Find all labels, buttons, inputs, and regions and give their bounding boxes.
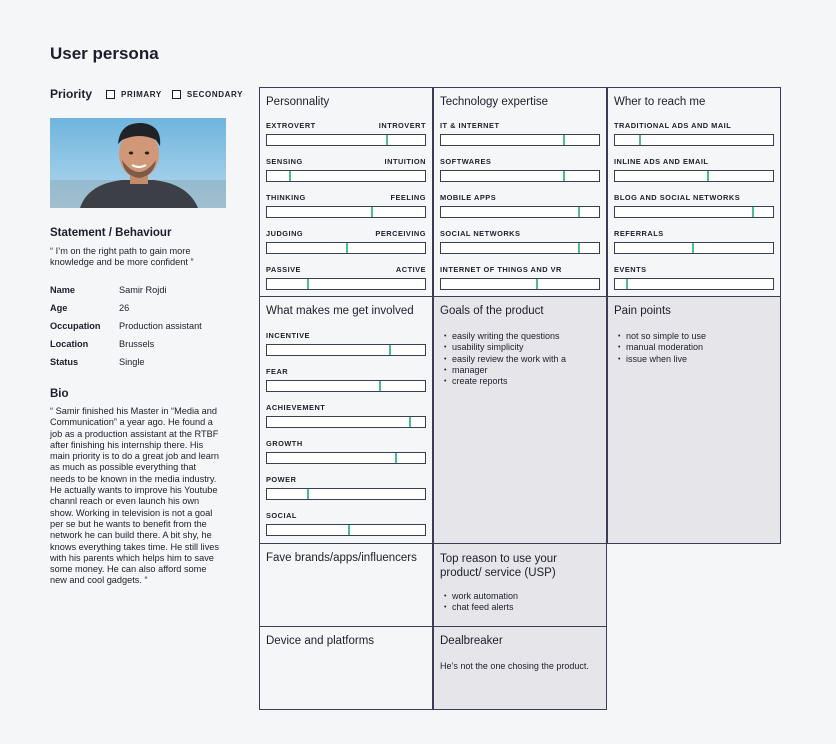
- slider-marker[interactable]: [346, 243, 348, 253]
- bio-line: new and cool gadgets. “: [50, 575, 148, 586]
- slider-track[interactable]: [266, 170, 426, 182]
- slider-left-label: INTERNET OF THINGS AND VR: [440, 265, 562, 274]
- slider-labels: [266, 229, 426, 238]
- statement-heading: Statement / Behaviour: [50, 227, 172, 239]
- reach-slider[interactable]: [614, 121, 774, 146]
- bio-line: He actually wants to improve his Youtube: [50, 485, 218, 496]
- usp-item: • chat feed alerts: [444, 602, 518, 613]
- slider-labels: [266, 193, 426, 202]
- technology-panel: [433, 87, 607, 297]
- slider-track[interactable]: [266, 452, 426, 464]
- bio-line: as much as possible everything that: [50, 462, 197, 473]
- slider-marker[interactable]: [395, 453, 397, 463]
- slider-labels: [440, 229, 600, 238]
- slider-marker[interactable]: [536, 279, 538, 289]
- slider-track[interactable]: [266, 278, 426, 290]
- goals-panel: [433, 296, 607, 544]
- slider-labels: [614, 193, 774, 202]
- slider-marker[interactable]: [409, 417, 411, 427]
- bio-line: show. Working in television is not a goal: [50, 507, 213, 518]
- brands-panel: [259, 543, 433, 627]
- dealbreaker-text: He’s not the one chosing the product.: [440, 661, 589, 671]
- info-key: Location: [50, 339, 89, 349]
- persona-info: [50, 285, 202, 375]
- bio-line: network he can build there. A bit shy, he: [50, 530, 212, 541]
- slider-left-label: REFERRALS: [614, 229, 664, 238]
- bio-line: main priority is to do a great job and learn: [50, 451, 220, 462]
- bio-line: with his parents which helps him to save: [50, 552, 214, 563]
- statement-line: knowledge and be more confident ”: [50, 257, 194, 268]
- persona-photo-illustration: [50, 118, 226, 208]
- usp-title-line: Top reason to use your: [440, 553, 557, 565]
- pain-item: • not so simple to use: [618, 331, 706, 342]
- info-key: Occupation: [50, 321, 101, 331]
- priority-selector: [50, 87, 253, 101]
- slider-marker[interactable]: [386, 135, 388, 145]
- slider-left-label: JUDGING: [266, 229, 304, 238]
- slider-labels: [614, 229, 774, 238]
- usp-title-line: product/ service (USP): [440, 567, 556, 579]
- bio-line: channl reach or even launch his own: [50, 496, 200, 507]
- slider-labels: [266, 121, 426, 130]
- involved-slider[interactable]: [266, 331, 426, 356]
- slider-left-label: POWER: [266, 475, 297, 484]
- pain-item: • manual moderation: [618, 342, 706, 353]
- slider-left-label: SOFTWARES: [440, 157, 492, 166]
- technology-slider[interactable]: [440, 121, 600, 146]
- slider-labels: [266, 475, 426, 484]
- slider-track[interactable]: [614, 170, 774, 182]
- slider-left-label: EVENTS: [614, 265, 647, 274]
- primary-label: PRIMARY: [121, 89, 162, 99]
- page-title: User persona: [50, 44, 159, 63]
- dealbreaker-panel: [433, 626, 607, 710]
- slider-left-label: GROWTH: [266, 439, 303, 448]
- slider-labels: [614, 157, 774, 166]
- slider-track[interactable]: [440, 278, 600, 290]
- usp-title: [440, 552, 557, 580]
- info-row-occupation: [50, 321, 202, 339]
- involved-slider[interactable]: [266, 439, 426, 464]
- slider-marker[interactable]: [752, 207, 754, 217]
- info-value: Single: [119, 357, 145, 367]
- bio-line: needs to be known in the media industry.: [50, 473, 217, 484]
- goals-item: • usability simplicity: [444, 342, 566, 353]
- secondary-label: SECONDARY: [186, 89, 244, 99]
- slider-labels: [440, 121, 600, 130]
- slider-marker[interactable]: [307, 489, 309, 499]
- reach-slider[interactable]: [614, 229, 774, 254]
- slider-left-label: SENSING: [266, 157, 303, 166]
- slider-labels: [266, 265, 426, 274]
- slider-track[interactable]: [266, 206, 426, 218]
- slider-right-label: INTROVERT: [378, 121, 426, 130]
- slider-marker[interactable]: [626, 279, 628, 289]
- devices-panel: [259, 626, 433, 710]
- personality-panel: [259, 87, 433, 297]
- info-row-location: [50, 339, 202, 357]
- slider-track[interactable]: [266, 242, 426, 254]
- technology-slider[interactable]: [440, 265, 600, 290]
- personality-title: Personnality: [266, 96, 330, 108]
- slider-right-label: PERCEIVING: [375, 229, 426, 238]
- pain-title: Pain points: [614, 305, 671, 317]
- personality-slider[interactable]: [266, 229, 426, 254]
- technology-title: Technology expertise: [440, 96, 549, 108]
- personality-slider[interactable]: [266, 265, 426, 290]
- slider-left-label: TRADITIONAL ADS AND MAIL: [614, 121, 732, 130]
- slider-track[interactable]: [614, 278, 774, 290]
- involved-panel: [259, 296, 433, 544]
- bio-line: “ Samir finished his Master in “Media and: [50, 406, 217, 416]
- bio-line: after finishing his internship there. His: [50, 439, 204, 450]
- goals-item: • manager: [444, 365, 566, 376]
- goals-item: • easily writing the questions: [444, 331, 566, 342]
- slider-track[interactable]: [266, 488, 426, 500]
- slider-left-label: MOBILE APPS: [440, 193, 497, 202]
- personality-slider[interactable]: [266, 157, 426, 182]
- info-key: Name: [50, 285, 76, 295]
- slider-track[interactable]: [266, 416, 426, 428]
- slider-left-label: IT & INTERNET: [440, 121, 500, 130]
- slider-marker[interactable]: [707, 171, 709, 181]
- slider-labels: [440, 193, 600, 202]
- primary-checkbox[interactable]: [106, 90, 115, 99]
- slider-track[interactable]: [614, 206, 774, 218]
- slider-left-label: BLOG AND SOCIAL NETWORKS: [614, 193, 741, 202]
- slider-track[interactable]: [266, 380, 426, 392]
- slider-track[interactable]: [614, 134, 774, 146]
- slider-marker[interactable]: [289, 171, 291, 181]
- slider-track[interactable]: [440, 134, 600, 146]
- info-value: Brussels: [119, 339, 155, 349]
- slider-marker[interactable]: [389, 345, 391, 355]
- slider-left-label: ACHIEVEMENT: [266, 403, 326, 412]
- bio-heading: Bio: [50, 388, 69, 400]
- info-row-name: [50, 285, 202, 303]
- slider-labels: [266, 157, 426, 166]
- slider-labels: [266, 367, 426, 376]
- personality-slider[interactable]: [266, 193, 426, 218]
- goals-item: • easily review the work with a: [444, 354, 566, 365]
- pain-item: • issue when live: [618, 354, 706, 365]
- slider-labels: [266, 331, 426, 340]
- reach-slider[interactable]: [614, 265, 774, 290]
- slider-track[interactable]: [440, 206, 600, 218]
- slider-labels: [266, 439, 426, 448]
- slider-track[interactable]: [266, 344, 426, 356]
- info-value: Samir Rojdi: [119, 285, 167, 295]
- slider-labels: [440, 157, 600, 166]
- technology-slider[interactable]: [440, 157, 600, 182]
- slider-labels: [266, 403, 426, 412]
- priority-label: Priority: [50, 87, 93, 101]
- slider-marker[interactable]: [578, 207, 580, 217]
- info-row-status: [50, 357, 202, 375]
- slider-left-label: EXTROVERT: [266, 121, 316, 130]
- reach-panel: [607, 87, 781, 297]
- reach-slider[interactable]: [614, 193, 774, 218]
- secondary-checkbox[interactable]: [172, 90, 181, 99]
- slider-marker[interactable]: [639, 135, 641, 145]
- usp-item: • work automation: [444, 591, 518, 602]
- slider-left-label: PASSIVE: [266, 265, 301, 274]
- involved-slider[interactable]: [266, 367, 426, 392]
- persona-photo: [50, 118, 226, 208]
- slider-marker[interactable]: [563, 171, 565, 181]
- goals-list: [444, 331, 566, 387]
- bio-line: some money. He can also afford some: [50, 564, 207, 575]
- slider-track[interactable]: [266, 524, 426, 536]
- slider-left-label: SOCIAL NETWORKS: [440, 229, 521, 238]
- slider-track[interactable]: [266, 134, 426, 146]
- technology-slider[interactable]: [440, 229, 600, 254]
- bio-line: Communication” a year ago. He found a: [50, 417, 213, 428]
- slider-marker[interactable]: [371, 207, 373, 217]
- slider-marker[interactable]: [578, 243, 580, 253]
- slider-labels: [440, 265, 600, 274]
- goals-title: Goals of the product: [440, 305, 544, 317]
- slider-marker[interactable]: [692, 243, 694, 253]
- slider-right-label: FEELING: [390, 193, 426, 202]
- info-value: Production assistant: [119, 321, 202, 331]
- slider-labels: [266, 511, 426, 520]
- technology-slider[interactable]: [440, 193, 600, 218]
- slider-labels: [614, 265, 774, 274]
- info-key: Age: [50, 303, 68, 313]
- dealbreaker-title: Dealbreaker: [440, 635, 503, 647]
- bio-line: knows everything takes time. He still lives: [50, 541, 220, 552]
- devices-title: Device and platforms: [266, 635, 375, 647]
- involved-slider[interactable]: [266, 511, 426, 536]
- bio-line: job as a production assistant at the RTBF: [50, 428, 219, 439]
- pain-list: [618, 331, 706, 365]
- slider-marker[interactable]: [348, 525, 350, 535]
- slider-right-label: ACTIVE: [395, 265, 426, 274]
- statement-line: “ I’m on the right path to gain more: [50, 246, 191, 256]
- goals-item: • create reports: [444, 376, 566, 387]
- bio-line: per se but he wants to benefit from the: [50, 518, 207, 529]
- slider-track[interactable]: [614, 242, 774, 254]
- slider-left-label: INCENTIVE: [266, 331, 310, 340]
- bio-text: [50, 406, 230, 587]
- slider-right-label: INTUITION: [384, 157, 426, 166]
- slider-marker[interactable]: [307, 279, 309, 289]
- slider-left-label: SOCIAL: [266, 511, 297, 520]
- pain-panel: [607, 296, 781, 544]
- info-key: Status: [50, 357, 79, 367]
- usp-panel: [433, 543, 607, 627]
- slider-marker[interactable]: [379, 381, 381, 391]
- personality-slider[interactable]: [266, 121, 426, 146]
- slider-left-label: INLINE ADS AND EMAIL: [614, 157, 709, 166]
- brands-title: Fave brands/apps/influencers: [266, 552, 417, 564]
- involved-slider[interactable]: [266, 475, 426, 500]
- involved-slider[interactable]: [266, 403, 426, 428]
- involved-title: What makes me get involved: [266, 305, 414, 317]
- statement-text: [50, 246, 230, 269]
- slider-track[interactable]: [440, 242, 600, 254]
- slider-track[interactable]: [440, 170, 600, 182]
- usp-list: [444, 591, 518, 614]
- info-value: 26: [119, 303, 130, 313]
- slider-left-label: FEAR: [266, 367, 289, 376]
- reach-title: Wher to reach me: [614, 96, 706, 108]
- slider-labels: [614, 121, 774, 130]
- slider-marker[interactable]: [563, 135, 565, 145]
- reach-slider[interactable]: [614, 157, 774, 182]
- info-row-age: [50, 303, 202, 321]
- slider-left-label: THINKING: [266, 193, 306, 202]
